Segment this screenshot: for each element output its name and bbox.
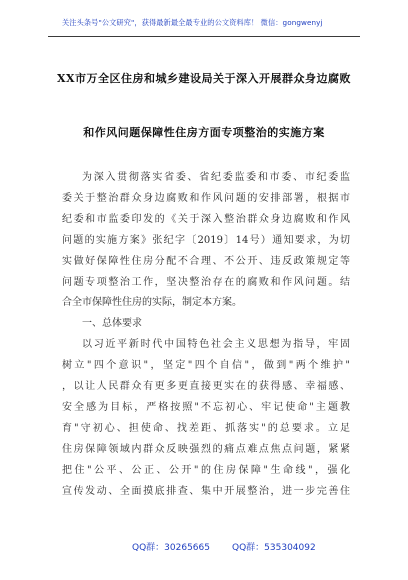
body-line: 实做好保障性住房分配不合理、不公开、违反政策规定等 — [62, 255, 350, 267]
body-line: 问题专项整治工作，坚决整治存在的腐败和作风问题。结 — [62, 276, 350, 288]
body-line: 问题的实施方案》张纪字〔2019〕14号）通知要求，为切 — [62, 234, 350, 246]
section-heading: 一、总体要求 — [82, 318, 142, 330]
header-divider — [48, 36, 360, 37]
document-body — [62, 168, 350, 503]
document-title-line-2: 和作风问题保障性住房方面专项整治的实施方案 — [83, 126, 325, 139]
body-line: 树立"四个意识"，坚定"四个自信"，做到"两个维护" — [62, 360, 350, 372]
footer-qq-group-1: QQ群：30265665 — [132, 543, 210, 553]
body-line: 安全感为目标，严格按照"不忘初心、牢记使命"主题教 — [62, 401, 350, 413]
header-banner: 关注头条号"公文研究"，获得最新最全最专业的公文资料库！ 微信：gongwenyj — [62, 18, 323, 27]
body-line: 合全市保障性住房的实际，制定本方案。 — [62, 297, 242, 309]
body-line: 纪委和市监委印发的《关于深入整治群众身边腐败和作风 — [62, 213, 350, 225]
body-line: 育"守初心、担使命、找差距、抓落实"的总要求。立足 — [62, 422, 350, 434]
body-line: 住房保障领域内群众反映强烈的痛点难点焦点问题，紧紧 — [62, 443, 350, 455]
footer-qq-group-2: QQ群：535304092 — [232, 543, 316, 553]
body-line: ，以让人民群众有更多更直接更实在的获得感、幸福感、 — [62, 381, 350, 393]
body-line: 宣传发动、全面摸底排查、集中开展整治，进一步完善住 — [62, 485, 350, 497]
body-line: 把住"公平、公正、公开"的住房保障"生命线"，强化 — [62, 464, 350, 476]
body-line: 委关于整治群众身边腐败和作风问题的安排部署，根据市 — [62, 192, 350, 204]
document-title-line-1: XX市万全区住房和城乡建设局关于深入开展群众身边腐败 — [56, 72, 352, 85]
body-line: 为深入贯彻落实省委、省纪委监委和市委、市纪委监 — [82, 172, 350, 183]
body-line: 以习近平新时代中国特色社会主义思想为指导，牢固 — [82, 339, 350, 351]
